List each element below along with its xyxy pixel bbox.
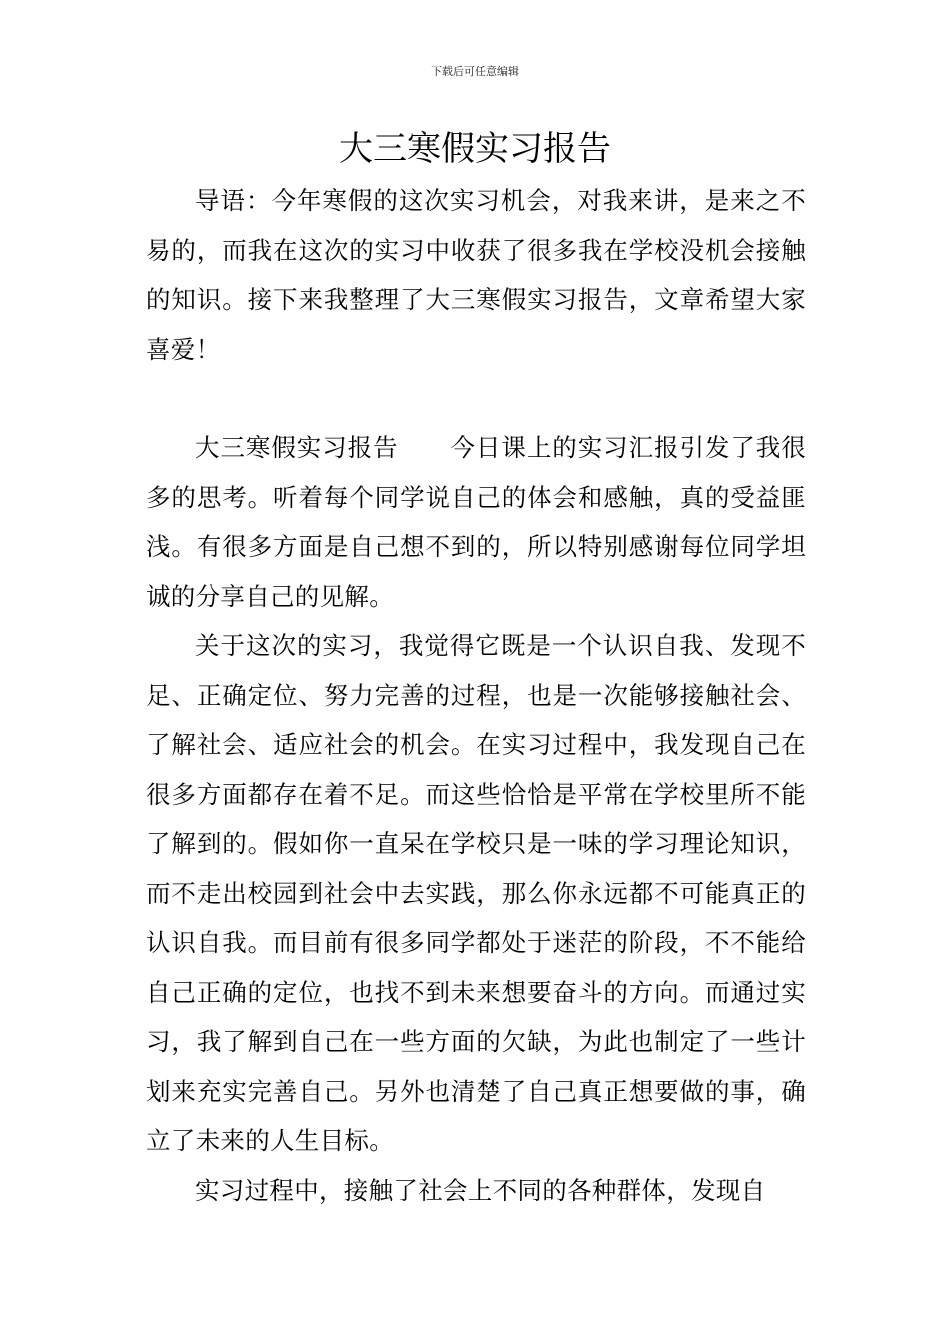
section-lead-title: 大三寒假实习报告	[195, 433, 399, 462]
intro-block	[146, 176, 806, 374]
paragraph-1	[146, 423, 806, 621]
intro-paragraph: 导语：今年寒假的这次实习机会，对我来讲，是来之不易的，而我在这次的实习中收获了很多我在学校没机会接触的知识。接下来我整理了大三寒假实习报告，文章希望大家喜爱！	[146, 186, 806, 364]
report-section	[146, 423, 806, 1215]
paragraph-2: 关于这次的实习，我觉得它既是一个认识自我、发现不足、正确定位、努力完善的过程，也是一次能够接触社会、了解社会、适应社会的机会。在实习过程中，我发现自己在很多方面都存在着不足。而这些恰恰是平常在学校里所不能了解到的。假如你一直呆在学校只是一味的学习理论知识，而不走出校园到社会中去实践，那么你永远都不可能真正的认识自我。而目前有很多同学都处于迷茫的阶段，不不能给自己正确的定位，也找不到未来想要奋斗的方向。而通过实习，我了解到自己在一些方面的欠缺，为此也制定了一些计划来充实完善自己。另外也清楚了自己真正想要做的事，确立了未来的人生目标。	[146, 631, 806, 1155]
document-title: 大三寒假实习报告	[339, 129, 611, 169]
paragraph-3: 实习过程中，接触了社会上不同的各种群体，发现自	[195, 1175, 766, 1205]
header-note: 下载后可任意编辑	[431, 65, 519, 78]
paragraph-1-text: 今日课上的实习汇报引发了我很多的思考。听着每个同学说自己的体会和感触，真的受益匪浅。有很多方面是自己想不到的，所以特别感谢每位同学坦诚的分享自己的见解。	[146, 433, 807, 611]
